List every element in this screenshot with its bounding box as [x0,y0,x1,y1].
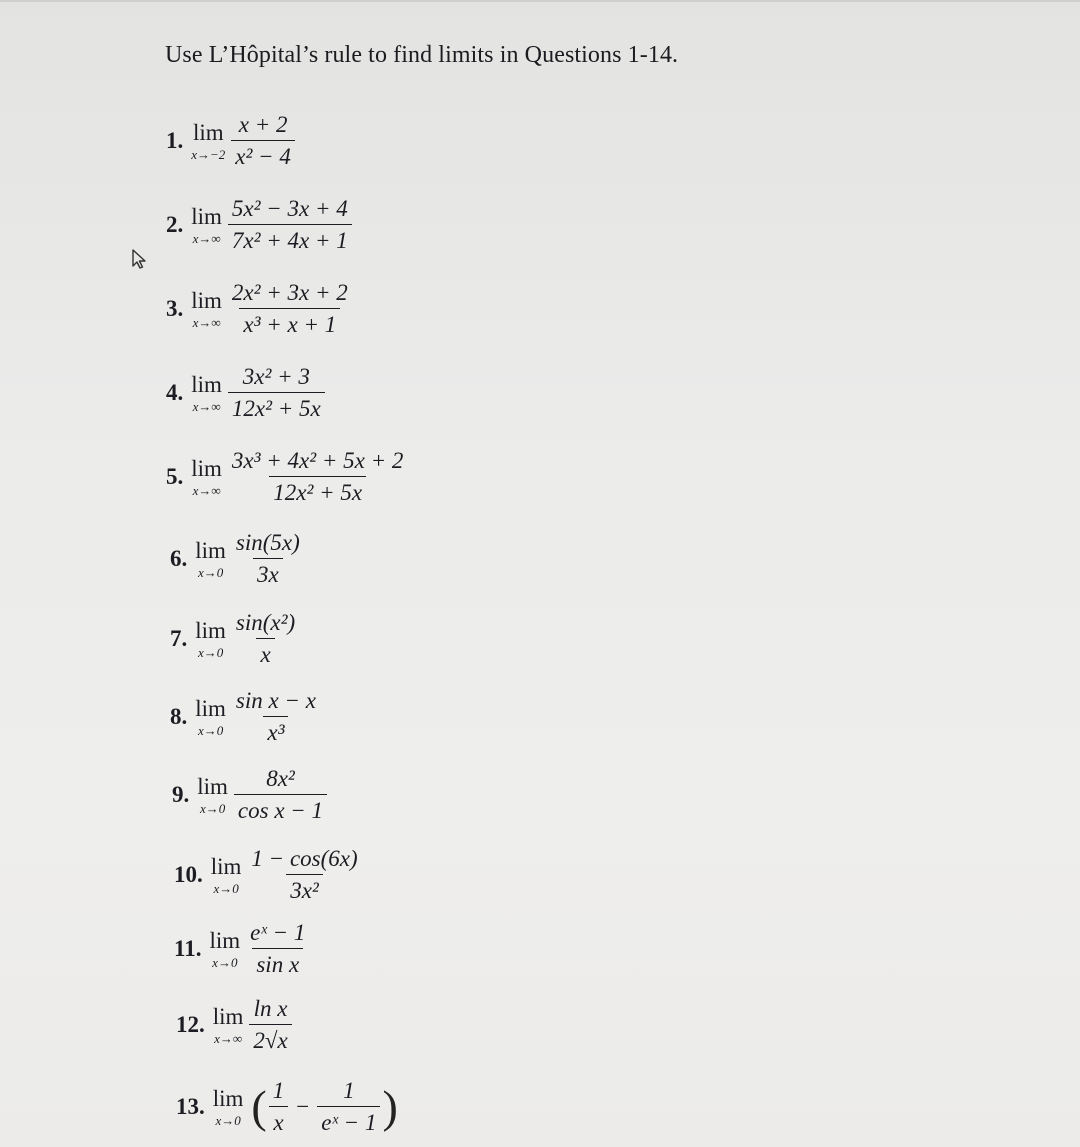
denominator: 3x² [286,874,323,903]
limit-operator [195,539,226,579]
problem-number: 13. [176,1093,205,1119]
problem-number: 9. [172,781,190,807]
fraction [247,846,361,904]
problem-7 [170,610,299,668]
lim-text: lim [212,1085,244,1111]
numerator: 3x³ + 4x² + 5x + 2 [231,448,404,473]
problem-number: 4. [166,379,184,405]
denominator: 3x [253,558,283,587]
fraction [228,448,407,506]
problem-4 [166,364,325,422]
denominator: x³ + x + 1 [239,308,340,337]
limit-operator [213,1087,244,1127]
limit-operator [191,457,222,497]
limit-subscript: x→∞ [192,482,221,498]
numerator: ln x [253,996,288,1021]
limit-subscript: x→0 [215,1112,241,1128]
minus-sign: − [296,1093,310,1119]
fraction-term-2 [317,1078,380,1136]
limit-subscript: x→∞ [214,1030,243,1046]
problem-8 [170,688,320,746]
lim-text: lim [210,853,242,879]
problem-number: 5. [166,463,184,489]
limit-subscript: x→0 [199,800,226,816]
limit-operator [213,1005,244,1045]
limit-subscript: x→0 [197,644,224,660]
limit-subscript: x→0 [197,722,224,738]
limit-operator [191,289,222,329]
limit-operator [195,697,226,737]
problem-number: 10. [174,861,203,887]
numerator: sin x − x [235,688,316,713]
problem-13 [176,1078,400,1136]
limit-subscript: x→−2 [191,146,226,162]
problem-3 [166,280,352,338]
problem-number: 8. [170,703,188,729]
limit-operator [197,775,228,815]
lim-text: lim [195,617,226,643]
numerator: 5x² − 3x + 4 [231,196,348,221]
open-parenthesis: ( [251,1080,267,1132]
fraction-term-1 [269,1078,289,1136]
problem-6 [170,530,304,588]
problem-10 [174,846,362,904]
fraction [249,996,291,1054]
fraction [231,112,295,170]
lim-text: lim [195,537,226,563]
problem-11 [174,920,309,978]
lim-text: lim [212,1003,244,1029]
lim-text: lim [195,695,226,721]
problem-number: 12. [176,1011,205,1037]
numerator: 1 [343,1078,355,1103]
fraction [234,766,327,824]
fraction [228,280,352,338]
numerator: 3x² + 3 [242,364,310,389]
problem-number: 11. [174,935,202,961]
denominator: 2√x [249,1024,291,1053]
problem-2 [166,196,352,254]
problem-5 [166,448,407,506]
problem-9 [172,766,327,824]
limit-operator [191,373,222,413]
problem-number: 1. [166,127,184,153]
fraction [232,530,304,588]
problem-number: 7. [170,625,188,651]
lim-text: lim [197,773,228,799]
numerator: 8x² [266,766,295,791]
lim-text: lim [191,203,222,229]
limit-subscript: x→∞ [192,398,221,414]
denominator: cos x − 1 [234,794,327,823]
lim-text: lim [209,927,241,953]
numerator: sin(5x) [235,530,300,555]
denominator: x [269,1106,287,1135]
denominator: 7x² + 4x + 1 [228,224,352,253]
fraction [246,920,309,978]
limit-subscript: x→0 [212,954,238,970]
limit-operator [195,619,226,659]
lim-text: lim [191,287,222,313]
lim-text: lim [191,455,222,481]
limit-operator [211,855,242,895]
problem-number: 2. [166,211,184,237]
top-border [0,0,1080,2]
instructions-heading: Use L’Hôpital’s rule to find limits in Questions 1-14. [165,42,679,68]
problem-1 [166,112,295,170]
limit-operator [191,121,225,161]
numerator: 2x² + 3x + 2 [231,280,348,305]
numerator: x + 2 [238,112,288,137]
close-parenthesis: ) [382,1080,398,1132]
denominator: 12x² + 5x [228,392,325,421]
limit-operator [191,205,222,245]
fraction [228,196,352,254]
lim-text: lim [192,119,224,145]
denominator: x² − 4 [231,140,295,169]
problem-12 [176,996,292,1054]
lim-text: lim [191,371,222,397]
numerator: sin(x²) [235,610,296,635]
fraction [232,688,320,746]
limit-operator [209,929,240,969]
limit-subscript: x→∞ [192,314,221,330]
mouse-pointer-icon [130,248,150,270]
limit-subscript: x→0 [213,880,239,896]
problem-number: 3. [166,295,184,321]
problem-number: 6. [170,545,188,571]
denominator: x³ [263,716,288,745]
numerator: 1 [272,1078,285,1103]
fraction [232,610,299,668]
numerator: eˣ − 1 [250,920,306,945]
numerator: 1 − cos(6x) [251,846,358,871]
denominator: x [256,638,274,667]
limit-subscript: x→0 [197,564,224,580]
limit-subscript: x→∞ [192,230,221,246]
denominator: eˣ − 1 [317,1106,380,1135]
denominator: 12x² + 5x [269,476,366,505]
fraction [228,364,325,422]
denominator: sin x [252,948,303,977]
